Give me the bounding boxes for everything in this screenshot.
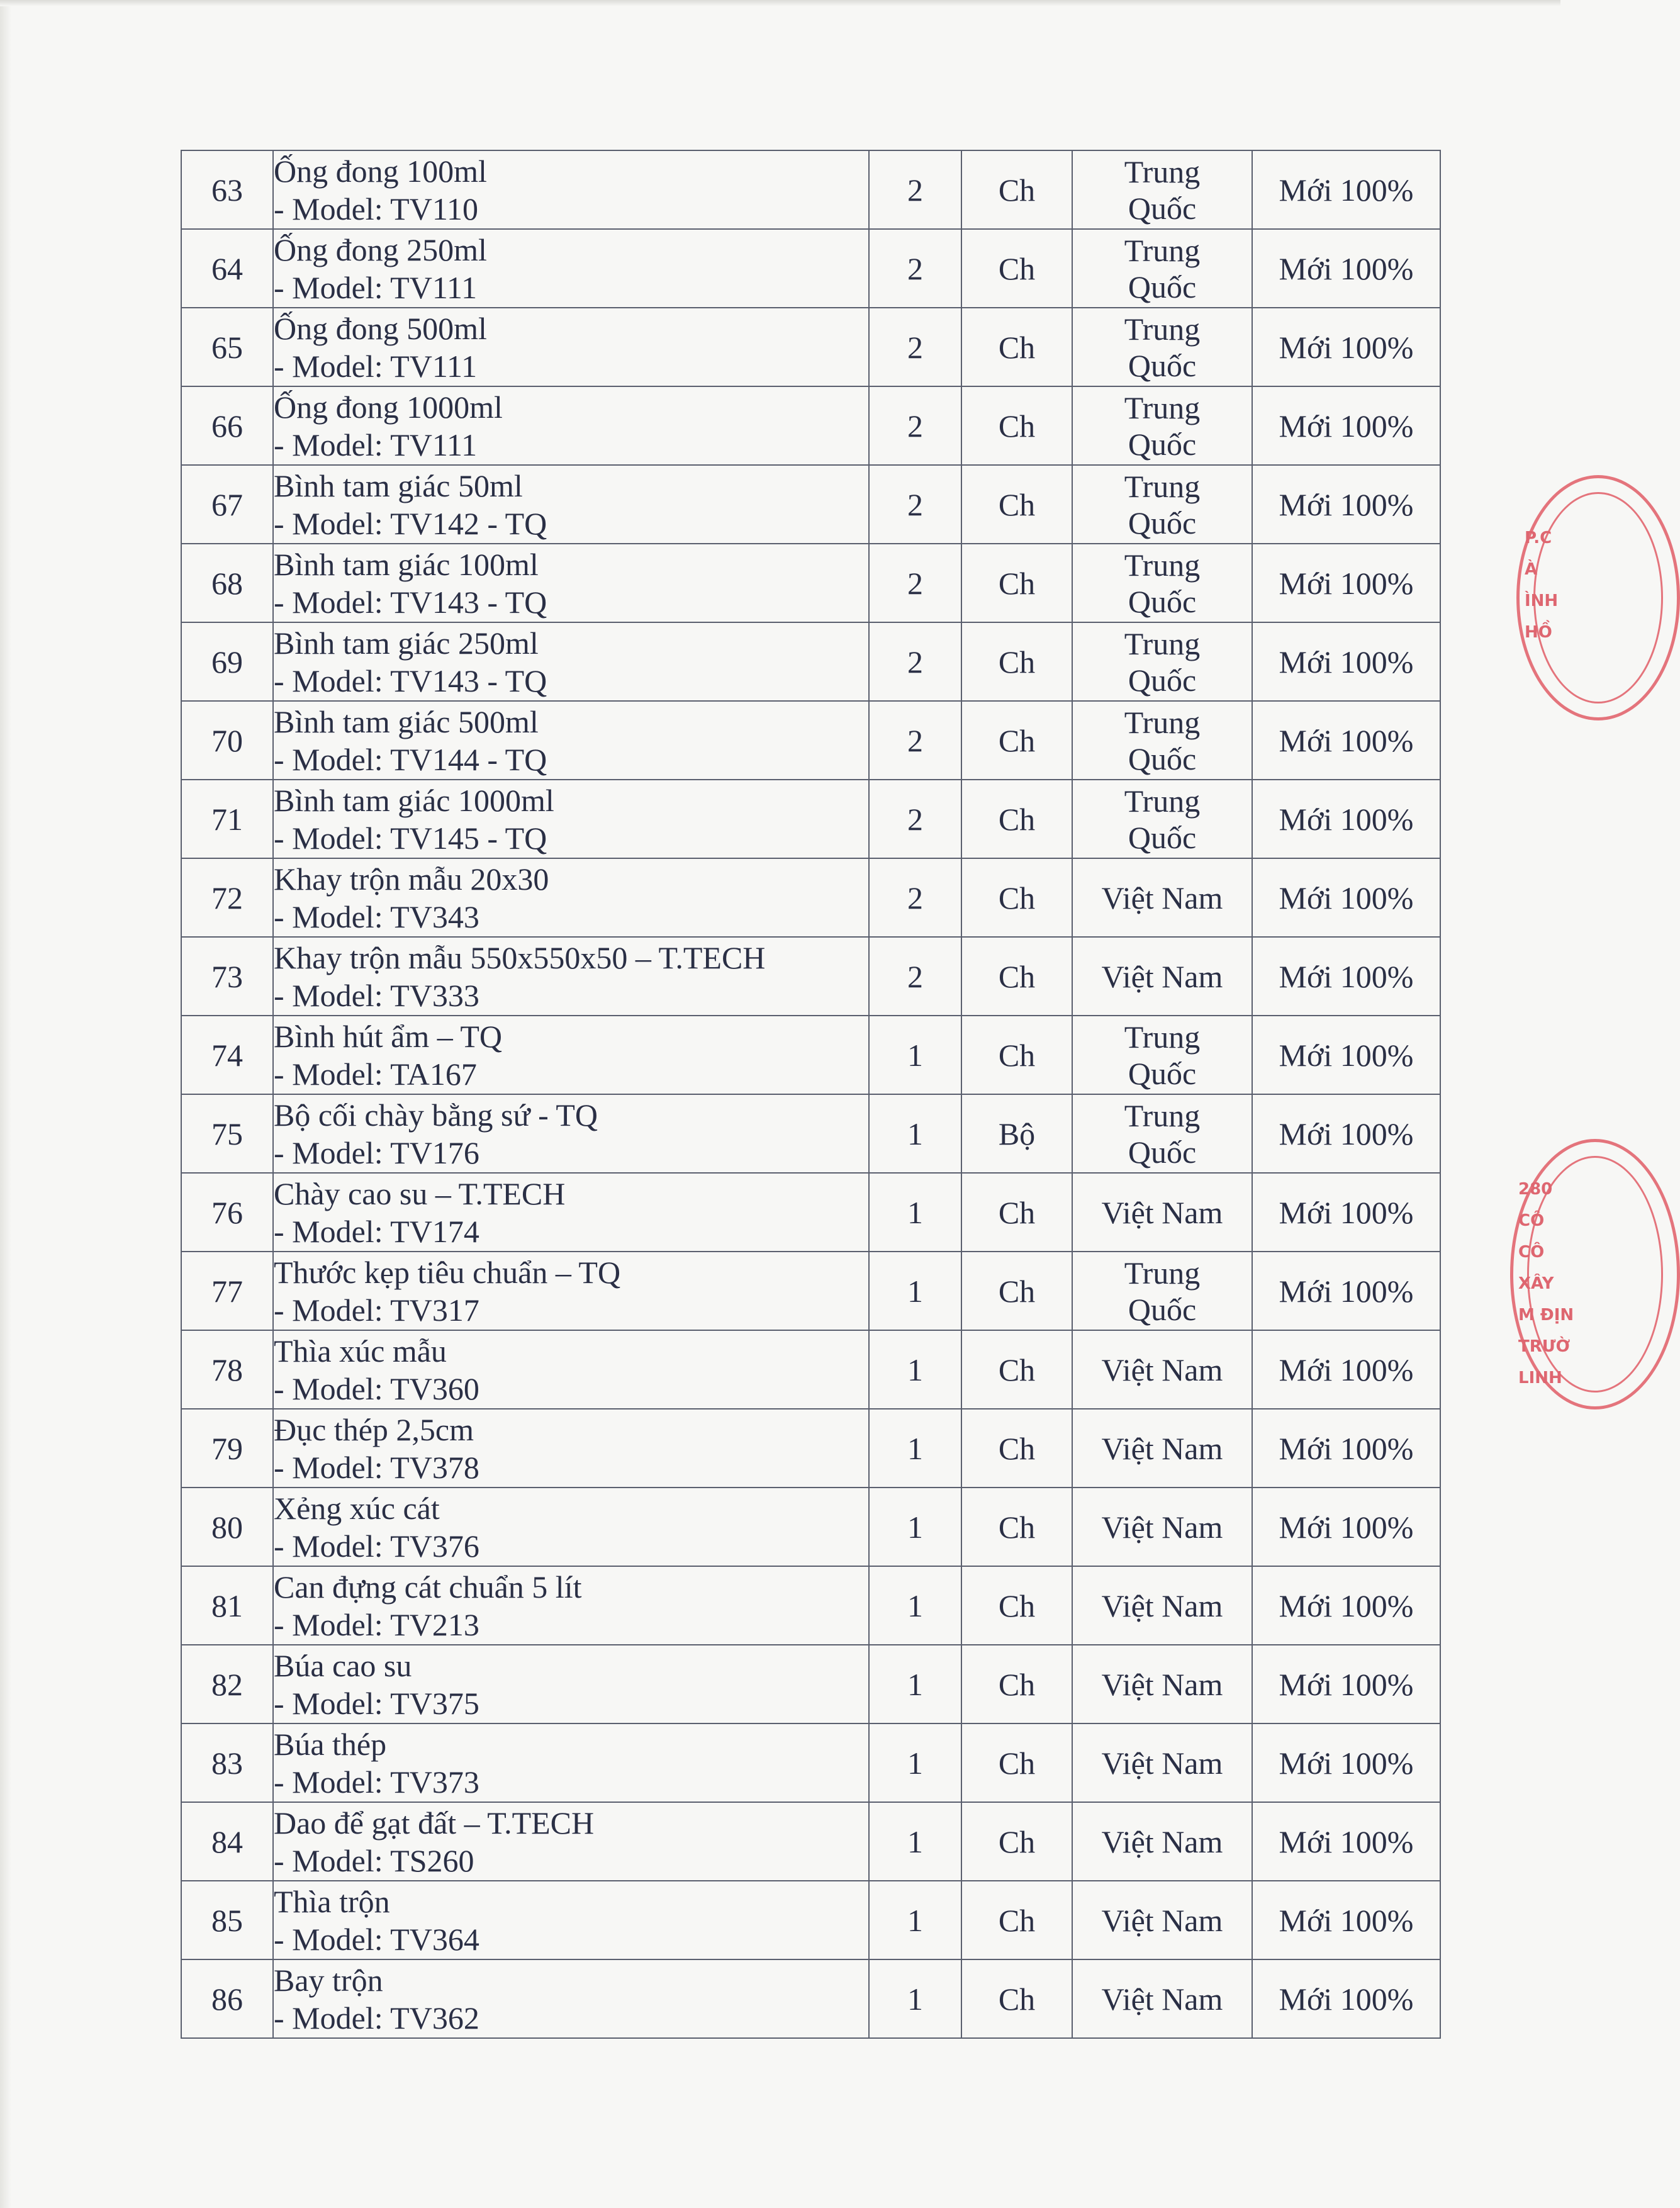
table-row: [181, 1802, 1440, 1881]
unit-cell: Ch: [961, 858, 1072, 937]
unit-cell: Ch: [961, 1252, 1072, 1330]
item-model: - Model: TV375: [274, 1685, 479, 1721]
unit-cell: Ch: [961, 1016, 1072, 1094]
row-number-cell: 73: [181, 937, 273, 1016]
unit-cell: Ch: [961, 150, 1072, 229]
condition-cell: Mới 100%: [1252, 1881, 1440, 1959]
origin-cell: [1072, 544, 1252, 622]
unit-cell: Ch: [961, 1330, 1072, 1409]
table-row: [181, 1173, 1440, 1252]
row-number-cell: 75: [181, 1094, 273, 1173]
origin-cell: [1072, 308, 1252, 386]
item-name: Thước kẹp tiêu chuẩn – TQ: [274, 1254, 621, 1290]
origin-cell: [1072, 622, 1252, 701]
condition-cell: Mới 100%: [1252, 780, 1440, 858]
condition-cell: Mới 100%: [1252, 937, 1440, 1016]
origin-cell: [1072, 937, 1252, 1016]
unit-cell: Ch: [961, 1566, 1072, 1645]
table-row: [181, 1959, 1440, 2038]
item-model: - Model: TV364: [274, 1921, 479, 1957]
table-row: [181, 386, 1440, 465]
quantity-cell: 1: [869, 1252, 961, 1330]
unit-cell: Ch: [961, 1723, 1072, 1802]
row-number-cell: 77: [181, 1252, 273, 1330]
origin-cell: [1072, 1959, 1252, 2038]
item-name: Búa thép: [274, 1726, 387, 1762]
item-model: - Model: TV362: [274, 2000, 479, 2036]
row-number-cell: 69: [181, 622, 273, 701]
item-origin-text: Trung Quốc: [1124, 1255, 1201, 1327]
origin-cell: [1072, 386, 1252, 465]
red-seal-stamp-lower: [1510, 1139, 1680, 1409]
item-description-cell: [273, 622, 869, 701]
item-origin-text: Việt Nam: [1101, 880, 1223, 916]
condition-cell: Mới 100%: [1252, 1016, 1440, 1094]
origin-cell: [1072, 1645, 1252, 1723]
item-name: Bình tam giác 500ml: [274, 703, 539, 739]
row-number-cell: 85: [181, 1881, 273, 1959]
quantity-cell: 1: [869, 1094, 961, 1173]
item-description-cell: [273, 1173, 869, 1252]
row-number-cell: 81: [181, 1566, 273, 1645]
item-description-cell: [273, 308, 869, 386]
item-origin-text: Trung Quốc: [1124, 389, 1201, 462]
unit-cell: Ch: [961, 229, 1072, 308]
quantity-cell: 2: [869, 150, 961, 229]
unit-cell: Bộ: [961, 1094, 1072, 1173]
unit-cell: Ch: [961, 1959, 1072, 2038]
item-name: Bình tam giác 50ml: [274, 468, 523, 503]
item-name: Thìa trộn: [274, 1883, 390, 1919]
unit-cell: Ch: [961, 1173, 1072, 1252]
item-name: Đục thép 2,5cm: [274, 1411, 474, 1447]
origin-cell: [1072, 1094, 1252, 1173]
item-origin-text: Trung Quốc: [1124, 1019, 1201, 1091]
condition-cell: Mới 100%: [1252, 1802, 1440, 1881]
origin-cell: [1072, 1723, 1252, 1802]
quantity-cell: 2: [869, 544, 961, 622]
item-name: Khay trộn mẫu 550x550x50 – T.TECH: [274, 939, 766, 975]
condition-cell: Mới 100%: [1252, 622, 1440, 701]
item-description-cell: [273, 229, 869, 308]
unit-cell: Ch: [961, 937, 1072, 1016]
row-number-cell: 63: [181, 150, 273, 229]
row-number-cell: 74: [181, 1016, 273, 1094]
item-description-cell: [273, 1094, 869, 1173]
item-origin-text: Trung Quốc: [1124, 311, 1201, 383]
item-origin-text: Trung Quốc: [1124, 547, 1201, 619]
quantity-cell: 1: [869, 1959, 961, 2038]
condition-cell: Mới 100%: [1252, 1488, 1440, 1566]
condition-cell: Mới 100%: [1252, 386, 1440, 465]
condition-cell: Mới 100%: [1252, 544, 1440, 622]
condition-cell: Mới 100%: [1252, 1645, 1440, 1723]
table-row: [181, 1409, 1440, 1488]
item-origin-text: Việt Nam: [1101, 958, 1223, 994]
item-model: - Model: TV213: [274, 1606, 479, 1642]
condition-cell: Mới 100%: [1252, 1566, 1440, 1645]
unit-cell: Ch: [961, 308, 1072, 386]
item-name: Khay trộn mẫu 20x30: [274, 861, 549, 897]
table-row: [181, 858, 1440, 937]
unit-cell: Ch: [961, 465, 1072, 544]
quantity-cell: 2: [869, 465, 961, 544]
unit-cell: Ch: [961, 1645, 1072, 1723]
item-description-cell: [273, 1959, 869, 2038]
item-origin-text: Trung Quốc: [1124, 625, 1201, 698]
item-description-cell: [273, 1723, 869, 1802]
item-model: - Model: TS260: [274, 1842, 474, 1878]
item-description-cell: [273, 386, 869, 465]
row-number-cell: 70: [181, 701, 273, 780]
item-description-cell: [273, 544, 869, 622]
condition-cell: Mới 100%: [1252, 308, 1440, 386]
item-origin-text: Trung Quốc: [1124, 783, 1201, 855]
condition-cell: Mới 100%: [1252, 1409, 1440, 1488]
scan-edge-top: [0, 0, 1560, 6]
item-name: Ống đong 250ml: [274, 232, 487, 267]
row-number-cell: 76: [181, 1173, 273, 1252]
row-number-cell: 71: [181, 780, 273, 858]
item-description-cell: [273, 780, 869, 858]
scan-edge-left: [0, 0, 11, 2208]
item-name: Ống đong 1000ml: [274, 389, 503, 425]
item-origin-text: Việt Nam: [1101, 1824, 1223, 1859]
quantity-cell: 1: [869, 1566, 961, 1645]
equipment-table: [181, 150, 1441, 2039]
table-row: [181, 544, 1440, 622]
item-model: - Model: TV142 - TQ: [274, 505, 547, 541]
origin-cell: [1072, 1016, 1252, 1094]
unit-cell: Ch: [961, 1488, 1072, 1566]
origin-cell: [1072, 1252, 1252, 1330]
item-name: Xẻng xúc cát: [274, 1490, 440, 1526]
item-description-cell: [273, 1566, 869, 1645]
item-origin-text: Việt Nam: [1101, 1194, 1223, 1230]
origin-cell: [1072, 1881, 1252, 1959]
item-description-cell: [273, 937, 869, 1016]
table-row: [181, 229, 1440, 308]
item-model: - Model: TV376: [274, 1528, 479, 1564]
item-origin-text: Việt Nam: [1101, 1352, 1223, 1387]
origin-cell: [1072, 1409, 1252, 1488]
item-origin-text: Trung Quốc: [1124, 704, 1201, 776]
condition-cell: Mới 100%: [1252, 150, 1440, 229]
table-row: [181, 701, 1440, 780]
item-origin-text: Trung Quốc: [1124, 154, 1201, 226]
item-description-cell: [273, 1252, 869, 1330]
item-origin-text: Trung Quốc: [1124, 468, 1201, 541]
item-name: Ống đong 100ml: [274, 153, 487, 189]
origin-cell: [1072, 1566, 1252, 1645]
item-description-cell: [273, 1645, 869, 1723]
row-number-cell: 64: [181, 229, 273, 308]
item-model: - Model: TV145 - TQ: [274, 820, 547, 856]
item-name: Chày cao su – T.TECH: [274, 1175, 566, 1211]
item-model: - Model: TA167: [274, 1056, 477, 1092]
row-number-cell: 86: [181, 1959, 273, 2038]
item-model: - Model: TV174: [274, 1213, 479, 1249]
row-number-cell: 65: [181, 308, 273, 386]
item-model: - Model: TV176: [274, 1135, 479, 1170]
item-origin-text: Việt Nam: [1101, 1588, 1223, 1623]
origin-cell: [1072, 780, 1252, 858]
quantity-cell: 2: [869, 308, 961, 386]
quantity-cell: 1: [869, 1881, 961, 1959]
row-number-cell: 66: [181, 386, 273, 465]
quantity-cell: 1: [869, 1645, 961, 1723]
item-origin-text: Việt Nam: [1101, 1666, 1223, 1702]
item-description-cell: [273, 701, 869, 780]
quantity-cell: 1: [869, 1723, 961, 1802]
table-row: [181, 937, 1440, 1016]
item-model: - Model: TV143 - TQ: [274, 584, 547, 620]
item-description-cell: [273, 1330, 869, 1409]
table-row: [181, 622, 1440, 701]
quantity-cell: 2: [869, 622, 961, 701]
table-row: [181, 1723, 1440, 1802]
row-number-cell: 72: [181, 858, 273, 937]
origin-cell: [1072, 465, 1252, 544]
origin-cell: [1072, 229, 1252, 308]
condition-cell: Mới 100%: [1252, 229, 1440, 308]
item-origin-text: Việt Nam: [1101, 1745, 1223, 1781]
condition-cell: Mới 100%: [1252, 1094, 1440, 1173]
stamp-text: P.C À ÌNH HỒ: [1525, 529, 1559, 642]
origin-cell: [1072, 1488, 1252, 1566]
item-description-cell: [273, 1802, 869, 1881]
condition-cell: Mới 100%: [1252, 1723, 1440, 1802]
table-row: [181, 150, 1440, 229]
red-seal-stamp-upper: [1516, 475, 1680, 720]
item-name: Bình tam giác 1000ml: [274, 782, 554, 818]
item-name: Bộ cối chày bằng sứ - TQ: [274, 1097, 598, 1133]
row-number-cell: 79: [181, 1409, 273, 1488]
table-row: [181, 1566, 1440, 1645]
item-model: - Model: TV143 - TQ: [274, 663, 547, 698]
item-name: Ống đong 500ml: [274, 310, 487, 346]
quantity-cell: 1: [869, 1409, 961, 1488]
condition-cell: Mới 100%: [1252, 858, 1440, 937]
item-model: - Model: TV373: [274, 1764, 479, 1800]
table-row: [181, 1094, 1440, 1173]
item-name: Búa cao su: [274, 1647, 412, 1683]
quantity-cell: 2: [869, 701, 961, 780]
unit-cell: Ch: [961, 386, 1072, 465]
table-row: [181, 1488, 1440, 1566]
item-model: - Model: TV111: [274, 269, 478, 305]
condition-cell: Mới 100%: [1252, 1252, 1440, 1330]
item-model: - Model: TV333: [274, 977, 479, 1013]
item-model: - Model: TV110: [274, 191, 478, 227]
item-model: - Model: TV144 - TQ: [274, 741, 547, 777]
quantity-cell: 2: [869, 229, 961, 308]
item-model: - Model: TV317: [274, 1292, 479, 1328]
item-origin-text: Trung Quốc: [1124, 1097, 1201, 1170]
item-description-cell: [273, 1881, 869, 1959]
unit-cell: Ch: [961, 780, 1072, 858]
quantity-cell: 1: [869, 1330, 961, 1409]
item-model: - Model: TV378: [274, 1449, 479, 1485]
unit-cell: Ch: [961, 622, 1072, 701]
table-row: [181, 308, 1440, 386]
item-description-cell: [273, 150, 869, 229]
item-name: Bay trộn: [274, 1962, 383, 1998]
quantity-cell: 1: [869, 1802, 961, 1881]
stamp-text: 280 CÔ CÔ XÂY M ĐỊN TRƯỜ LINH: [1518, 1180, 1574, 1387]
unit-cell: Ch: [961, 1802, 1072, 1881]
origin-cell: [1072, 1330, 1252, 1409]
item-description-cell: [273, 1409, 869, 1488]
condition-cell: Mới 100%: [1252, 701, 1440, 780]
unit-cell: Ch: [961, 1881, 1072, 1959]
item-model: - Model: TV111: [274, 427, 478, 462]
item-name: Dao để gạt đất – T.TECH: [274, 1805, 595, 1841]
item-origin-text: Trung Quốc: [1124, 232, 1201, 305]
condition-cell: Mới 100%: [1252, 1330, 1440, 1409]
row-number-cell: 80: [181, 1488, 273, 1566]
table-row: [181, 1330, 1440, 1409]
quantity-cell: 2: [869, 937, 961, 1016]
row-number-cell: 68: [181, 544, 273, 622]
table-row: [181, 1645, 1440, 1723]
quantity-cell: 2: [869, 780, 961, 858]
item-model: - Model: TV343: [274, 899, 479, 934]
row-number-cell: 78: [181, 1330, 273, 1409]
item-name: Can đựng cát chuẩn 5 lít: [274, 1569, 582, 1605]
quantity-cell: 1: [869, 1016, 961, 1094]
table-row: [181, 1252, 1440, 1330]
equipment-table-body: [181, 150, 1440, 2038]
table-row: [181, 465, 1440, 544]
origin-cell: [1072, 1802, 1252, 1881]
row-number-cell: 82: [181, 1645, 273, 1723]
table-row: [181, 1016, 1440, 1094]
origin-cell: [1072, 858, 1252, 937]
item-origin-text: Việt Nam: [1101, 1902, 1223, 1938]
table-row: [181, 780, 1440, 858]
unit-cell: Ch: [961, 1409, 1072, 1488]
condition-cell: Mới 100%: [1252, 1959, 1440, 2038]
item-origin-text: Việt Nam: [1101, 1430, 1223, 1466]
unit-cell: Ch: [961, 701, 1072, 780]
item-name: Bình tam giác 100ml: [274, 546, 539, 582]
unit-cell: Ch: [961, 544, 1072, 622]
condition-cell: Mới 100%: [1252, 465, 1440, 544]
origin-cell: [1072, 1173, 1252, 1252]
row-number-cell: 84: [181, 1802, 273, 1881]
condition-cell: Mới 100%: [1252, 1173, 1440, 1252]
quantity-cell: 1: [869, 1488, 961, 1566]
item-description-cell: [273, 465, 869, 544]
item-origin-text: Việt Nam: [1101, 1509, 1223, 1545]
item-description-cell: [273, 858, 869, 937]
quantity-cell: 1: [869, 1173, 961, 1252]
item-model: - Model: TV111: [274, 348, 478, 384]
quantity-cell: 2: [869, 386, 961, 465]
item-description-cell: [273, 1488, 869, 1566]
item-name: Bình hút ẩm – TQ: [274, 1018, 502, 1054]
item-name: Thìa xúc mẫu: [274, 1333, 447, 1369]
item-name: Bình tam giác 250ml: [274, 625, 539, 661]
item-model: - Model: TV360: [274, 1370, 479, 1406]
quantity-cell: 2: [869, 858, 961, 937]
origin-cell: [1072, 150, 1252, 229]
item-description-cell: [273, 1016, 869, 1094]
row-number-cell: 83: [181, 1723, 273, 1802]
row-number-cell: 67: [181, 465, 273, 544]
origin-cell: [1072, 701, 1252, 780]
table-row: [181, 1881, 1440, 1959]
item-origin-text: Việt Nam: [1101, 1981, 1223, 2017]
